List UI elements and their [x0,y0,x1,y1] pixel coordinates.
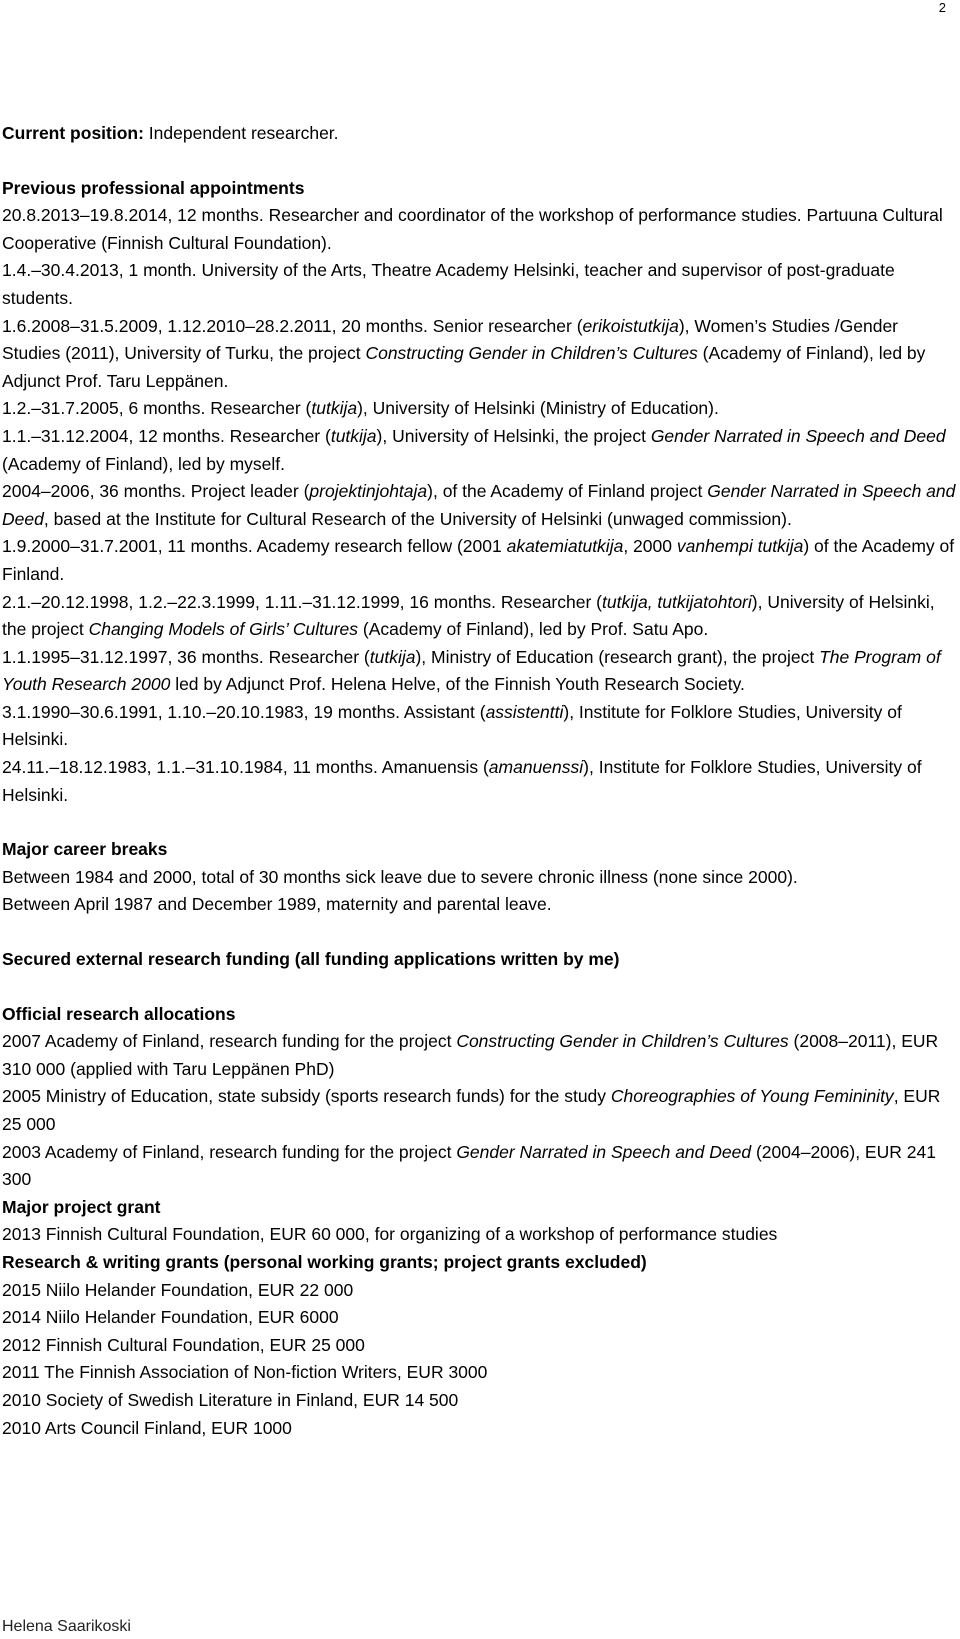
official-allocation-entry [2,1083,957,1138]
writing-grants-section [2,1249,957,1442]
italic-term: tutkija [311,398,358,419]
appointment-entry [2,754,957,809]
writing-grant-entry: 2015 Niilo Helander Foundation, EUR 22 000 [2,1279,354,1300]
entry-text: (Academy of Finland), led by Prof. Satu Apo. [358,619,709,640]
career-break-line: Between 1984 and 2000, total of 30 months sick leave due to severe chronic illness (none since 2000). [2,866,798,887]
entry-text: ), Institute for Folklore Studies, University of Helsinki. [2,701,902,750]
official-allocations-heading: Official research allocations [2,1003,236,1024]
entry-text: 2007 Academy of Finland, research funding for the project [2,1031,457,1052]
official-allocations-section [2,1001,957,1194]
entry-text: 24.11.–18.12.1983, 1.1.–31.10.1984, 11 months. Amanuensis ( [2,757,489,778]
appointment-entry [2,589,957,644]
italic-term: erikoistutkija [582,315,679,336]
italic-term: tutkija [369,646,416,667]
writing-grant-entry: 2012 Finnish Cultural Foundation, EUR 25 000 [2,1334,365,1355]
funding-heading: Secured external research funding (all funding applications written by me) [2,949,620,970]
entry-text: (2004–2006), EUR 241 300 [2,1141,936,1190]
spacer [2,809,957,836]
italic-term: tutkija, tutkijatohtori [601,591,752,612]
major-project-section [2,1194,957,1249]
writing-grants-heading: Research & writing grants (personal working grants; project grants excluded) [2,1251,647,1272]
official-allocation-entry [2,1028,957,1083]
spacer [2,148,957,175]
entry-text: ), Ministry of Education (research grant), the project [415,646,820,667]
entry-text: 3.1.1990–30.6.1991, 1.10.–20.10.1983, 19 months. Assistant ( [2,701,486,722]
appointment-entry [2,257,957,312]
entry-text: 2004–2006, 36 months. Project leader ( [2,481,310,502]
italic-term: Gender Narrated in Speech and Deed [456,1141,752,1162]
writing-grant-entry: 2011 The Finnish Association of Non-fiction Writers, EUR 3000 [2,1362,488,1383]
appointment-entry [2,313,957,396]
italic-term: projektinjohtaja [309,481,428,502]
official-allocation-entry [2,1139,957,1194]
appointments-list [2,202,957,809]
entry-text: 2003 Academy of Finland, research funding for the project [2,1141,457,1162]
entry-text: , 2000 [623,536,677,557]
entry-text: 1.2.–31.7.2005, 6 months. Researcher ( [2,398,312,419]
italic-term: Gender Narrated in Speech and Deed [650,425,946,446]
page-number: 2 [938,0,946,15]
entry-text: 1.6.2008–31.5.2009, 1.12.2010–28.2.2011, 20 months. Senior researcher ( [2,315,583,336]
italic-term: Gender Narrated in Speech and Deed [2,481,956,529]
entry-text: led by Adjunct Prof. Helena Helve, of the Finnish Youth Research Society. [170,674,745,695]
current-position [2,120,957,148]
entry-text: 1.4.–30.4.2013, 1 month. University of the Arts, Theatre Academy Helsinki, teacher and supervisor of post-graduate students. [2,260,895,308]
appointment-entry [2,202,957,257]
italic-term: Constructing Gender in Children’s Cultures [456,1031,789,1052]
entry-text: ), University of Helsinki, the project [2,591,935,640]
italic-term: tutkija [330,425,377,446]
italic-term: amanuenssi [488,757,584,778]
italic-term: Constructing Gender in Children’s Cultures [365,343,698,364]
writing-grant-entry: 2014 Niilo Helander Foundation, EUR 6000 [2,1307,339,1328]
document-body [2,120,957,1442]
writing-grant-entry: 2010 Society of Swedish Literature in Finland, EUR 14 500 [2,1389,459,1410]
entry-text: 20.8.2013–19.8.2014, 12 months. Researcher and coordinator of the workshop of performance studies. Partuuna Cultural Cooperative (Finnish Cultural Foundation). [2,205,943,253]
major-project-entry: 2013 Finnish Cultural Foundation, EUR 60 000, for organizing of a workshop of performance studies [2,1224,778,1245]
entry-text: 1.9.2000–31.7.2001, 11 months. Academy research fellow (2001 [2,536,507,557]
entry-text: ), University of Helsinki (Ministry of Education). [357,398,719,419]
official-allocations-list [2,1028,957,1194]
entry-text: (Academy of Finland), led by Adjunct Prof. Taru Leppänen. [2,343,926,391]
career-break-line: Between April 1987 and December 1989, maternity and parental leave. [2,894,552,915]
entry-text: , based at the Institute for Cultural Research of the University of Helsinki (unwaged commission). [43,508,792,529]
italic-term: assistentti [485,701,564,722]
writing-grant-entry: 2010 Arts Council Finland, EUR 1000 [2,1417,292,1438]
appointment-entry [2,423,957,478]
italic-term: vanhempi tutkija [676,536,804,557]
career-breaks-heading: Major career breaks [2,839,168,860]
previous-appointments-heading: Previous professional appointments [2,177,305,198]
entry-text: 1.1.1995–31.12.1997, 36 months. Researcher ( [2,646,370,667]
entry-text: (2008–2011), EUR 310 000 (applied with Taru Leppänen PhD) [2,1031,939,1079]
appointment-entry [2,699,957,754]
italic-term: akatemiatutkija [506,536,624,557]
spacer [2,974,957,1001]
major-project-heading: Major project grant [2,1196,161,1217]
footer-author: Helena Saarikoski [2,1618,131,1635]
italic-term: Choreographies of Young Femininity [610,1086,894,1107]
italic-term: The Program of Youth Research 2000 [2,646,941,695]
appointment-entry [2,533,957,588]
entry-text: ), Institute for Folklore Studies, University of Helsinki. [2,757,922,805]
current-position-value: Independent researcher. [143,123,339,143]
entry-text: ) of the Academy of Finland. [2,536,955,584]
appointment-entry [2,478,957,533]
entry-text: 2005 Ministry of Education, state subsidy (sports research funds) for the study [2,1086,611,1107]
italic-term: Changing Models of Girls’ Cultures [88,619,359,640]
previous-appointments-section [2,175,957,810]
entry-text: ), Women’s Studies /Gender Studies (2011), University of Turku, the project [2,315,899,364]
entry-text: 2.1.–20.12.1998, 1.2.–22.3.1999, 1.11.–31.12.1999, 16 months. Researcher ( [2,591,602,612]
appointment-entry [2,395,957,423]
career-breaks-section [2,836,957,919]
spacer [2,919,957,946]
entry-text: , EUR 25 000 [2,1086,941,1134]
entry-text: (Academy of Finland), led by myself. [2,453,286,474]
entry-text: 1.1.–31.12.2004, 12 months. Researcher ( [2,425,331,446]
current-position-label: Current position: [2,123,144,143]
appointment-entry [2,644,957,699]
entry-text: ), University of Helsinki, the project [376,425,651,446]
entry-text: ), of the Academy of Finland project [427,481,708,502]
